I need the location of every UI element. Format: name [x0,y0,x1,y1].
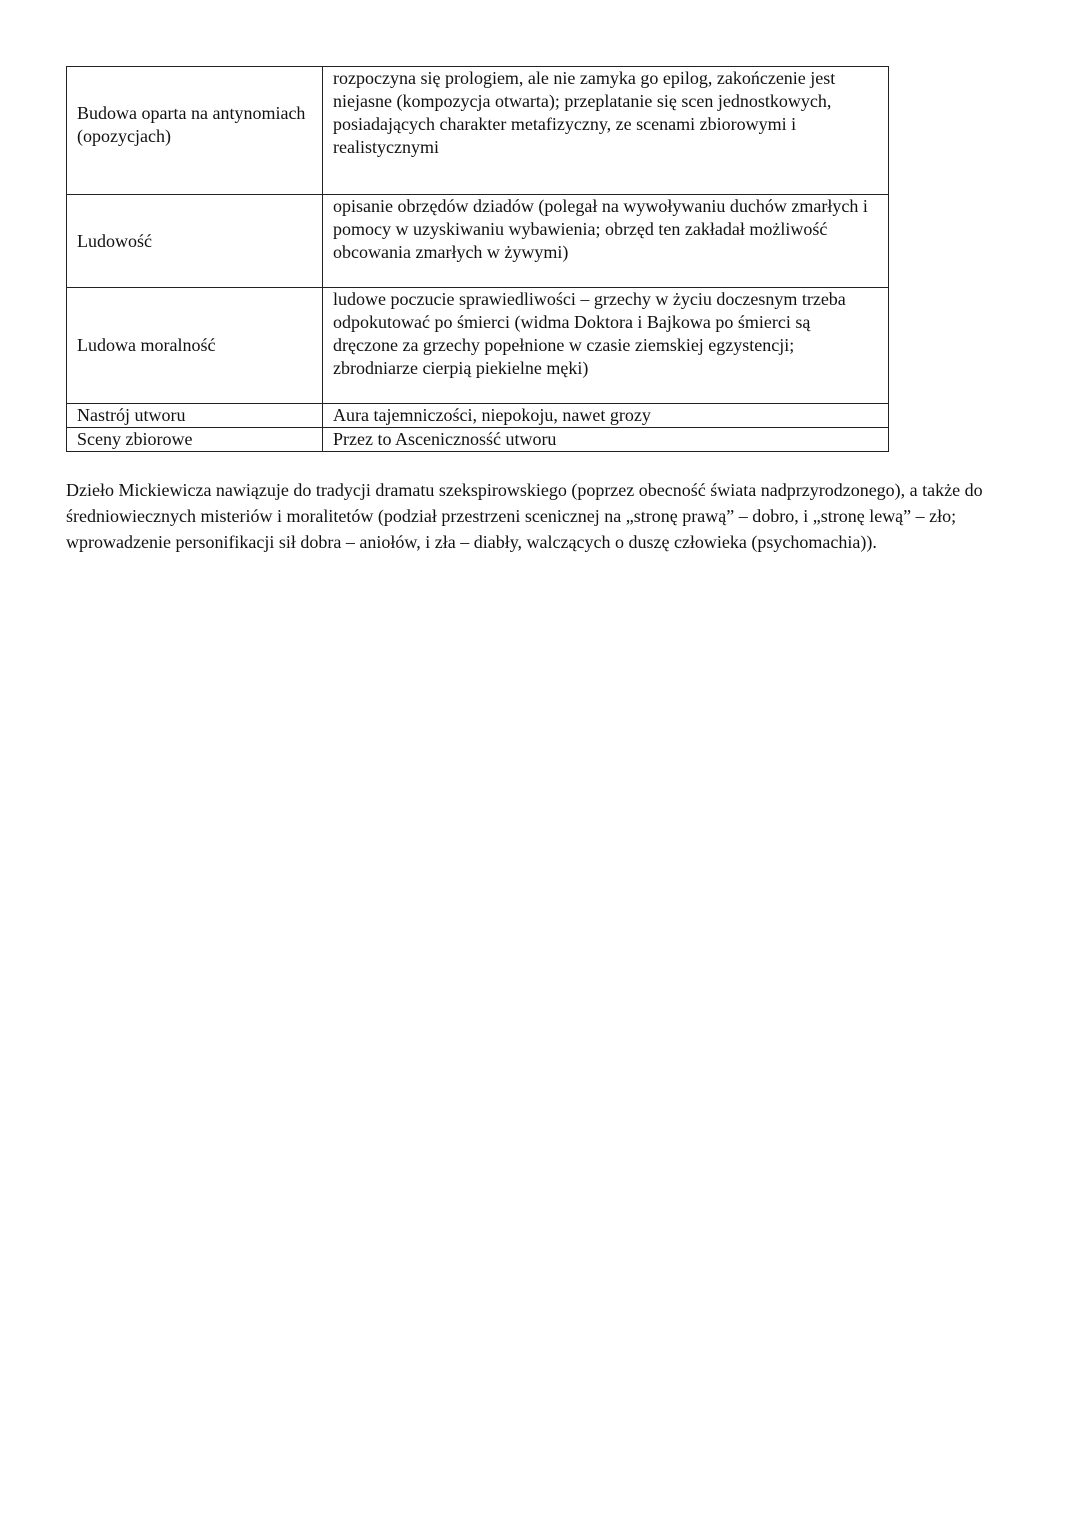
table-row [67,288,889,404]
feature-description: Aura tajemniczości, niepokoju, nawet grozy [323,404,889,428]
feature-description: rozpoczyna się prologiem, ale nie zamyka go epilog, zakończenie jest niejasne (kompozycja otwarta); przeplatanie się scen jednostkowych, posiadających charakter metafizyczny, ze scenami zbiorowymi i realistycznymi [323,67,889,195]
feature-description: ludowe poczucie sprawiedliwości – grzechy w życiu doczesnym trzeba odpokutować po śmierci (widma Doktora i Bajkowa po śmierci są dręczone za grzechy popełnione w czasie ziemskiej egzystencji; zbrodniarze cierpią piekielne męki) [323,288,889,404]
feature-description: opisanie obrzędów dziadów (polegał na wywoływaniu duchów zmarłych i pomocy w uzyskiwaniu wybawienia; obrzęd ten zakładał możliwość obcowania zmarłych w żywymi) [323,195,889,288]
feature-label: Nastrój utworu [67,404,323,428]
feature-description: Przez to Ascenicznosść utworu [323,428,889,452]
features-table [66,66,889,452]
table-row [67,195,889,288]
feature-label: Sceny zbiorowe [67,428,323,452]
table-row [67,428,889,452]
body-paragraph: Dzieło Mickiewicza nawiązuje do tradycji dramatu szekspirowskiego (poprzez obecność świata nadprzyrodzonego), a także do średniowiecznych misteriów i moralitetów (podział przestrzeni scenicznej na „stronę prawą” – dobro, i „stronę lewą” – zło; wprowadzenie personifikacji sił dobra – aniołów, i zła – diabły, walczących o duszę człowieka (psychomachia)). [66,480,983,552]
table-row [67,67,889,195]
feature-label: Budowa oparta na antynomiach (opozycjach) [67,67,323,195]
feature-label: Ludowość [67,195,323,288]
feature-label: Ludowa moralność [67,288,323,404]
table-row [67,404,889,428]
